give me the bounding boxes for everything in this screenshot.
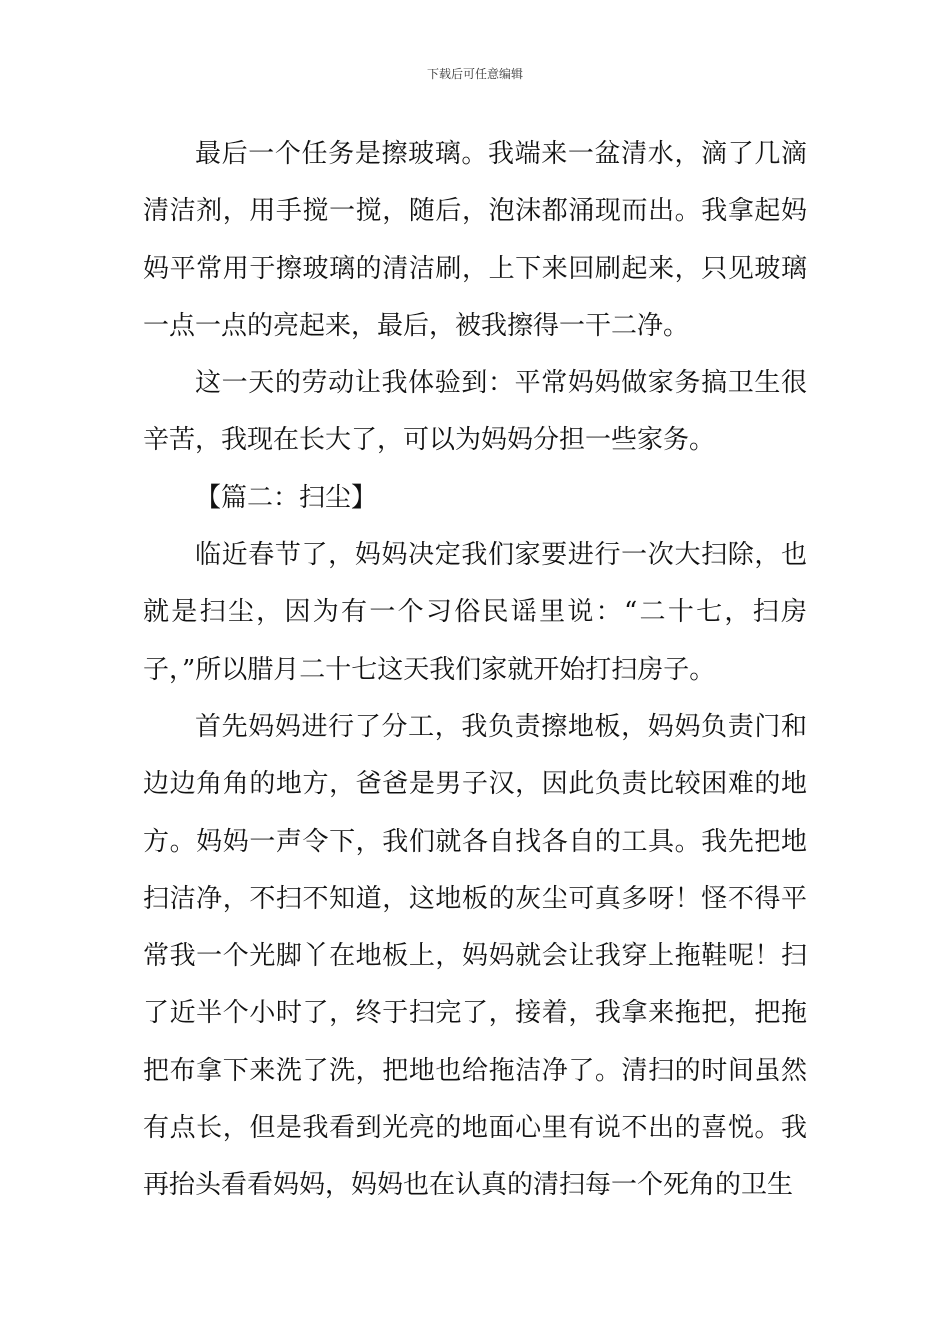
- page-header-note: 下载后可任意编辑: [426, 67, 523, 81]
- paragraph-division-of-labor: 首先妈妈进行了分工，我负责擦地板，妈妈负责门和边边角角的地方，爸爸是男子汉，因此负责比较困难的地方。妈妈一声令下，我们就各自找各自的工具。我先把地扫洁净，不扫不知道，这地板的灰尘可真多呀！怪不得平常我一个光脚丫在地板上，妈妈就会让我穿上拖鞋呢！扫了近半个小时了，终于扫完了，接着，我拿来拖把，把拖把布拿下来洗了洗，把地也给拖洁净了。清扫的时间虽然有点长，但是我看到光亮的地面心里有说不出的喜悦。我再抬头看看妈妈，妈妈也在认真的清扫每一个死角的卫生: [143, 711, 807, 1201]
- document-body: [143, 126, 807, 1215]
- section-heading: 【篇二：扫尘】: [195, 482, 378, 513]
- paragraph-reflection: 这一天的劳动让我体验到：平常妈妈做家务搞卫生很辛苦，我现在长大了，可以为妈妈分担一些家务。: [143, 368, 807, 456]
- paragraph-spring-festival: 临近春节了，妈妈决定我们家要进行一次大扫除，也就是扫尘，因为有一个习俗民谣里说：“二十七，扫房子，”所以腊月二十七这天我们家就开始打扫房子。: [143, 540, 807, 685]
- paragraph-window-cleaning: 最后一个任务是擦玻璃。我端来一盆清水，滴了几滴清洁剂，用手搅一搅，随后，泡沫都涌现而出。我拿起妈妈平常用于擦玻璃的清洁刷，上下来回刷起来，只见玻璃一点一点的亮起来，最后，被我擦得一干二净。: [143, 139, 807, 341]
